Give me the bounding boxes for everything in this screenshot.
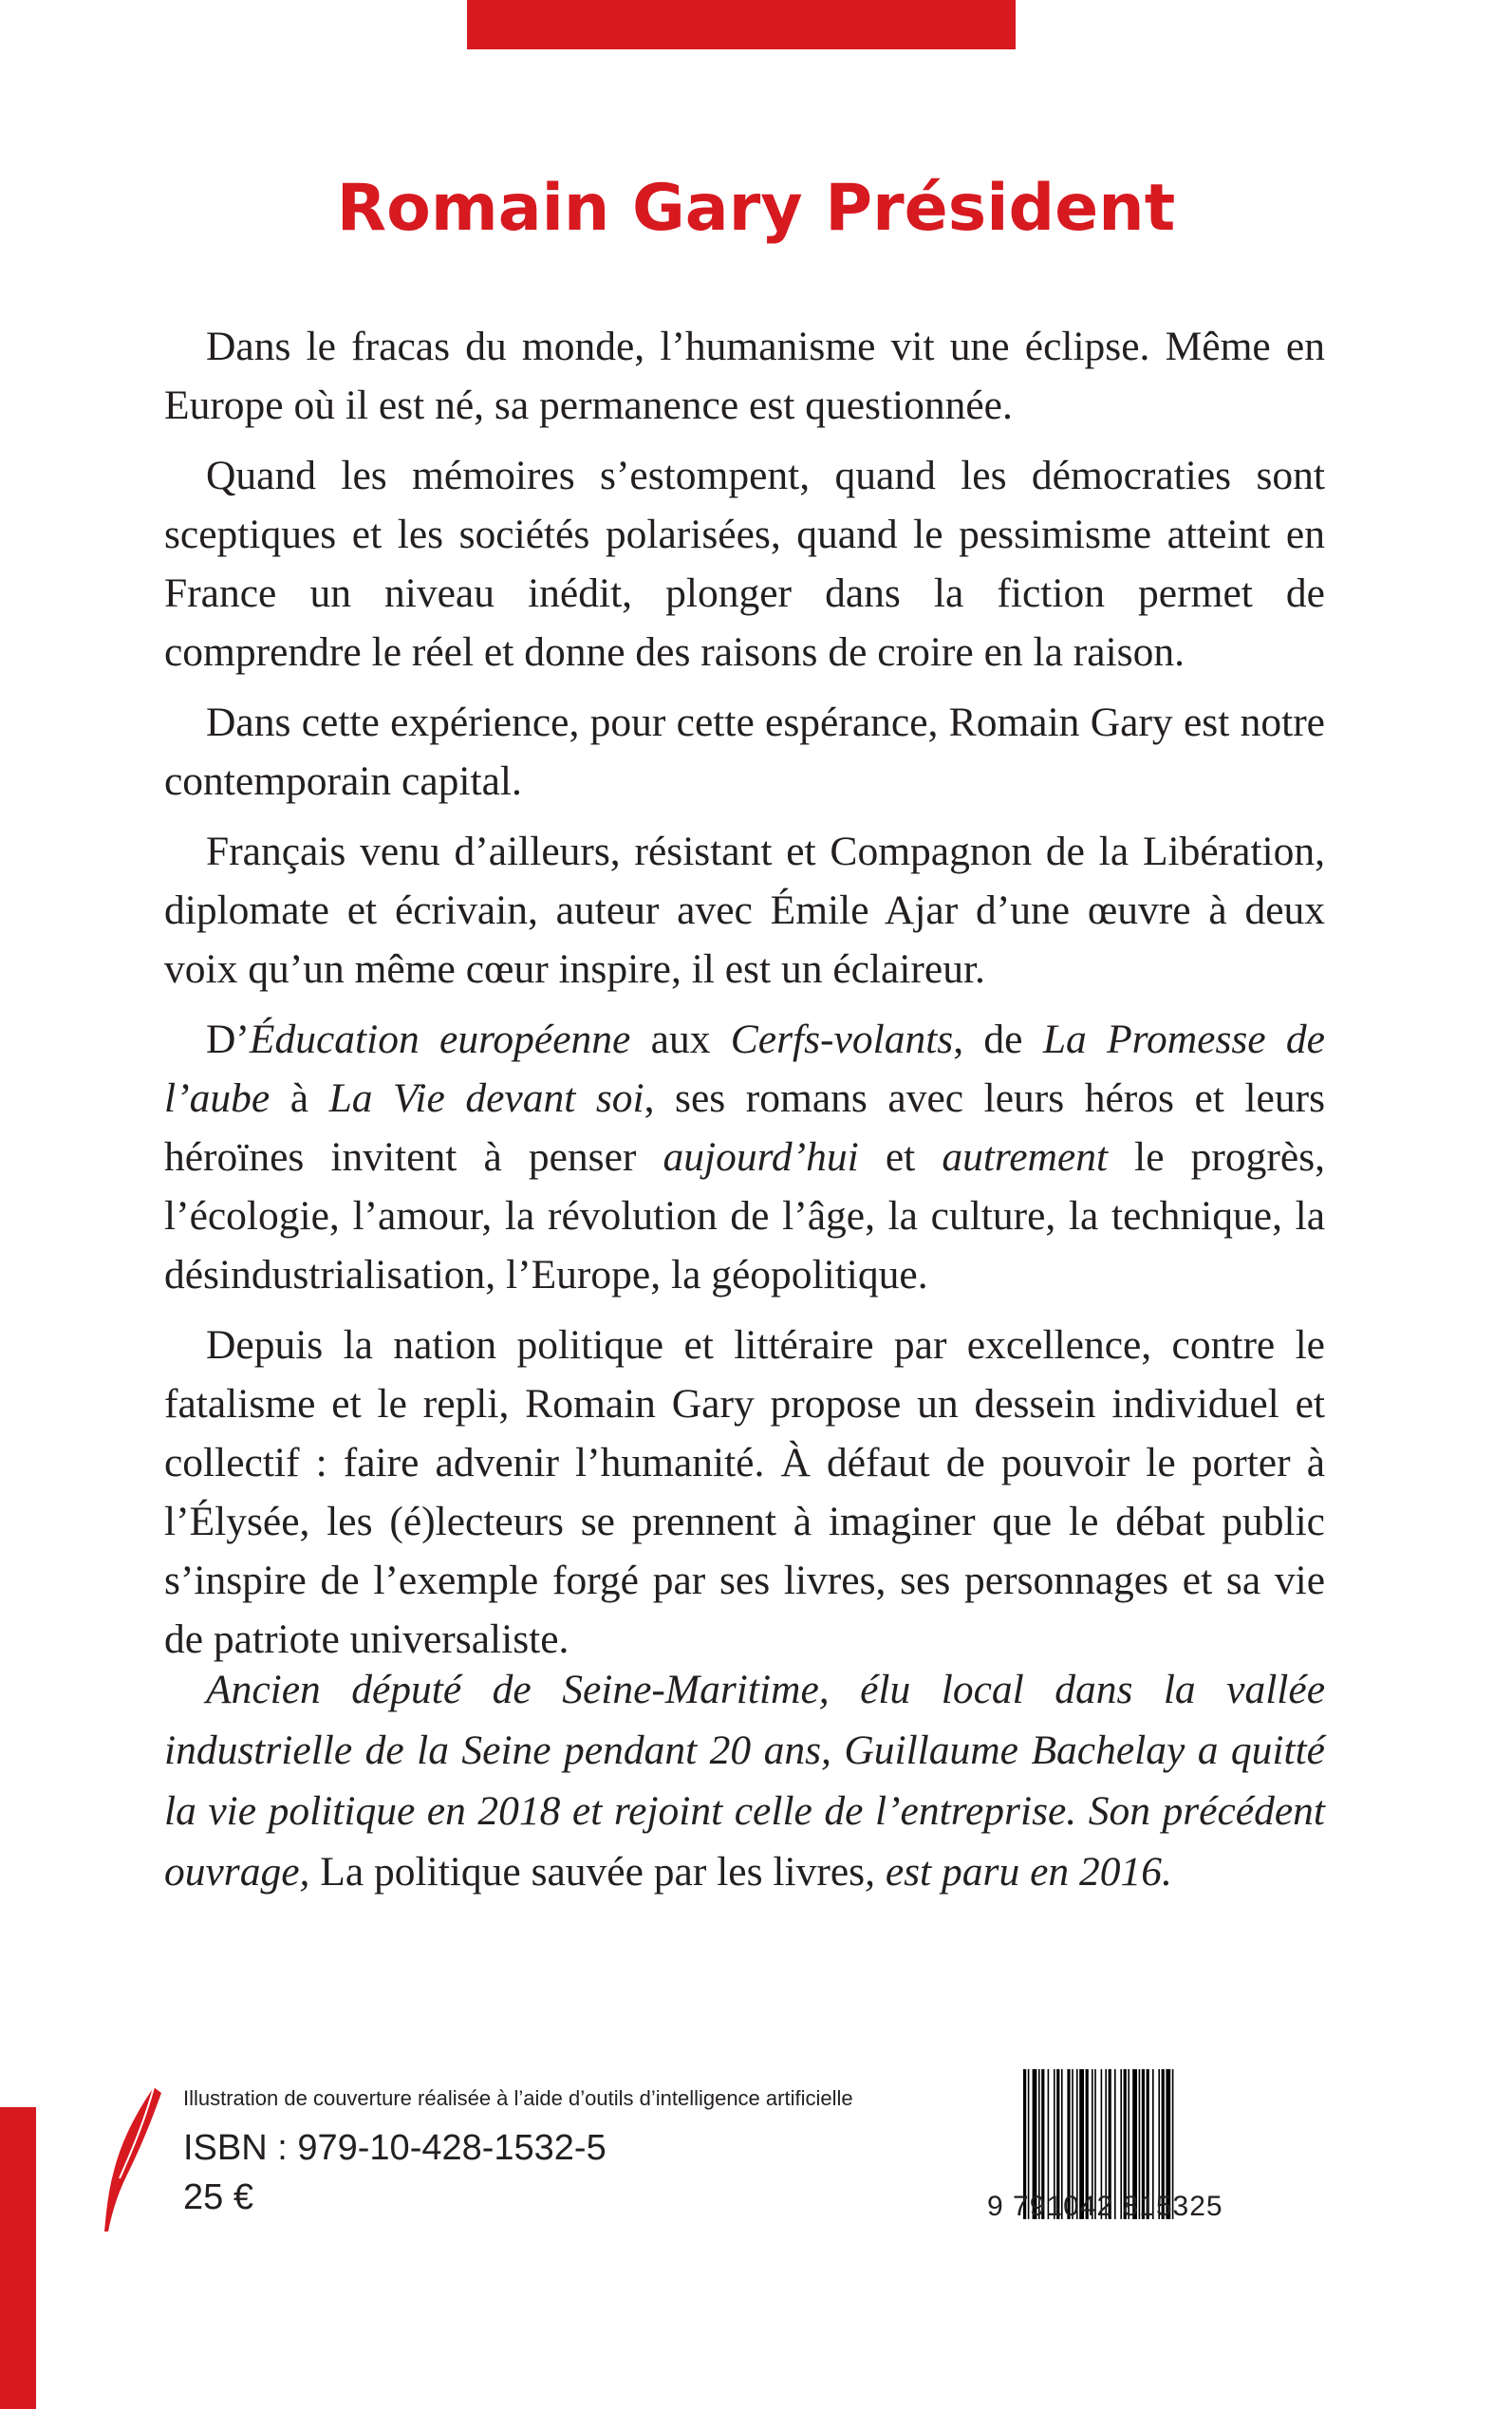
cover-illustration-credit: Illustration de couverture réalisée à l’aide d’outils d’intelligence artificielle [183, 2086, 853, 2110]
p5-title: La Promesse de l’aube [164, 1017, 1325, 1121]
blurb-paragraph-3: Dans cette expérience, pour cette espérance, Romain Gary est notre contemporain capital. [164, 700, 1325, 804]
blurb-paragraph-4: Français venu d’ailleurs, résistant et Compagnon de la Libération, diplomate et écrivain, auteur avec Émile Ajar d’une œuvre à deux voix qu’un même cœur inspire, il est un éclaireur. [164, 829, 1325, 992]
isbn: ISBN : 979-10-428-1532-5 [183, 2128, 607, 2168]
blurb-paragraph-6: Depuis la nation politique et littéraire par excellence, contre le fatalisme et le repli, Romain Gary propose un dessein individuel et collectif : faire advenir l’humanité. À défaut de pouvoir le porter à l’Élysée, les (é)lecteurs se prennent à imaginer que le débat public s’inspire de l’exemple forgé par ses livres, ses personnages et sa vie de patriote universaliste. [164, 1322, 1325, 1662]
p5-emphasis: autrement [942, 1134, 1109, 1180]
p5-text: et [858, 1134, 943, 1180]
side-accent-bar [0, 2107, 36, 2409]
previous-book-title: La politique sauvée par les livres [309, 1849, 866, 1895]
blurb-paragraph-5 [164, 1010, 1325, 1304]
p5-title: Éducation européenne [249, 1017, 631, 1062]
p5-emphasis: aujourd’hui [663, 1134, 859, 1180]
author-bio [164, 1659, 1325, 1902]
p5-text: D’ [206, 1017, 250, 1062]
p5-title: Cerfs-volants [730, 1017, 954, 1062]
author-bio-text: Ancien député de Seine-Maritime, élu local dans la vallée industrielle de la Seine pendant 20 ans, Guillaume Bachelay a quitté la vie politique en 2018 et rejoint celle de l’entreprise. Son précédent ouvrage, [164, 1667, 1325, 1895]
blurb-paragraph-2: Quand les mémoires s’estompent, quand les démocraties sont sceptiques et les sociétés polarisées, quand le pessimisme atteint en France un niveau inédit, plonger dans la fiction permet de comprendre le réel et donne des raisons de croire en la raison. [164, 453, 1325, 675]
p5-text: , ses romans avec leurs héros et leurs héroïnes invitent à penser [164, 1075, 1325, 1180]
book-title: Romain Gary Président [336, 171, 1176, 246]
p5-text: , de [953, 1017, 1043, 1062]
p5-title: La Vie devant soi [328, 1075, 644, 1121]
top-accent-bar [467, 0, 1016, 49]
red-feather-icon [99, 2083, 165, 2235]
p5-text: aux [630, 1017, 731, 1062]
barcode-number: 9 791042 815325 [987, 2191, 1223, 2222]
back-cover-blurb [164, 317, 1325, 1680]
p5-text: à [270, 1075, 329, 1121]
author-bio-text: , est paru en 2016. [865, 1849, 1172, 1895]
price: 25 € [183, 2177, 253, 2217]
blurb-paragraph-1: Dans le fracas du monde, l’humanisme vit une éclipse. Même en Europe où il est né, sa permanence est questionnée. [164, 324, 1325, 428]
p5-text: le progrès, l’écologie, l’amour, la révolution de l’âge, la culture, la technique, la désindustrialisation, l’Europe, la géopolitique. [164, 1134, 1325, 1298]
